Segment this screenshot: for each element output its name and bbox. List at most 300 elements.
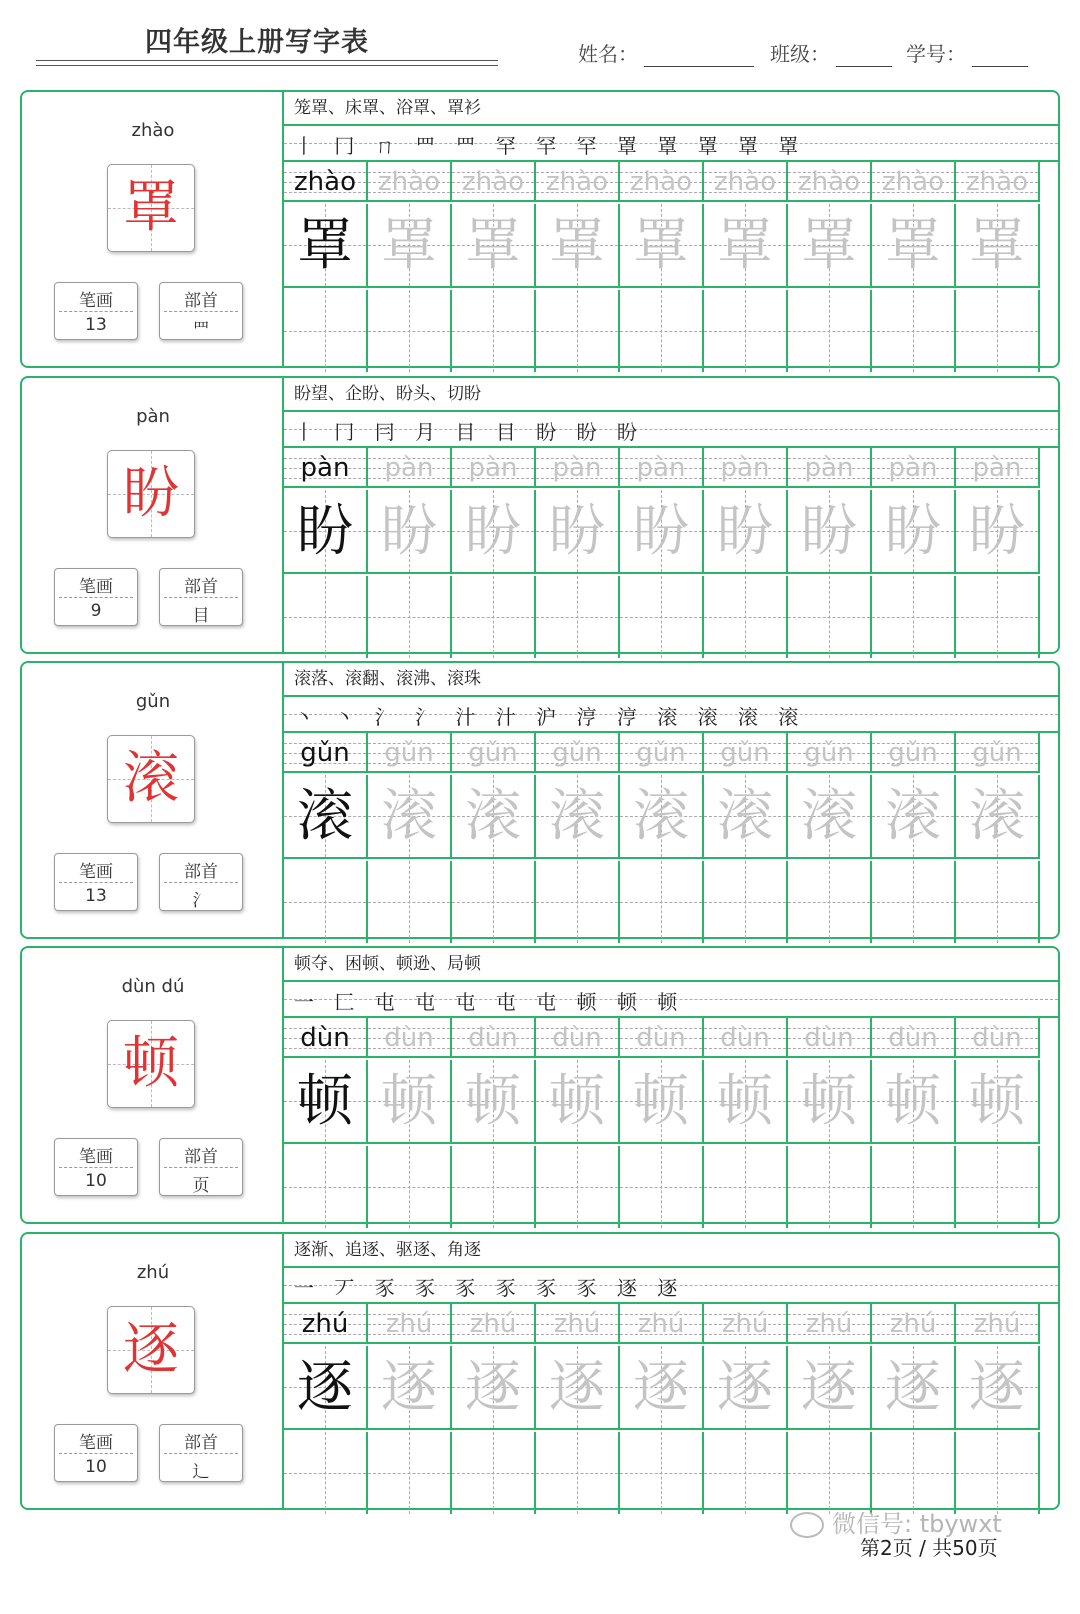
trace-char: 逐: [381, 1355, 437, 1420]
trace-char: 罩: [717, 213, 773, 278]
trace-char: 盼: [885, 499, 941, 564]
practice-area: [284, 92, 1058, 366]
pinyin-text: zhú: [889, 1309, 937, 1339]
page-number: 第2页 / 共50页: [860, 1536, 998, 1560]
pinyin-cell[interactable]: [452, 448, 536, 488]
pinyin-text: pàn: [468, 453, 518, 483]
radical-label: 部首: [184, 1433, 218, 1453]
pinyin-cell[interactable]: [956, 162, 1040, 202]
blank-cell[interactable]: [704, 576, 788, 658]
trace-char: 滚: [801, 784, 857, 849]
pinyin-cell[interactable]: [956, 448, 1040, 488]
name-label: 姓名：: [578, 42, 638, 66]
blank-cell[interactable]: [956, 290, 1040, 372]
pinyin-cell[interactable]: [788, 162, 872, 202]
trace-char: 逐: [465, 1355, 521, 1420]
blank-cell[interactable]: [452, 1146, 536, 1228]
blank-cell[interactable]: [452, 861, 536, 943]
trace-char: 逐: [969, 1355, 1025, 1420]
pinyin-cell[interactable]: [452, 162, 536, 202]
blank-cell[interactable]: [620, 290, 704, 372]
pinyin-cell[interactable]: [620, 162, 704, 202]
stroke-order-row: [284, 1268, 1058, 1304]
practice-grid: [284, 733, 1058, 937]
trace-char: 顿: [381, 1069, 437, 1134]
blank-cell[interactable]: [368, 1146, 452, 1228]
blank-cell[interactable]: [704, 1146, 788, 1228]
blank-cell[interactable]: [620, 1146, 704, 1228]
trace-char: 逐: [297, 1355, 353, 1420]
trace-cell[interactable]: [788, 490, 872, 574]
pinyin-cell[interactable]: [284, 448, 368, 488]
stroke-count-label: 笔画: [79, 1147, 113, 1167]
trace-cell[interactable]: [536, 204, 620, 288]
page-title: 四年级上册写字表: [145, 27, 369, 58]
stroke-order: 一 丆 豕 豕 豕 豕 豕 豕 逐 逐: [294, 1276, 685, 1300]
blank-cell[interactable]: [284, 861, 368, 943]
blank-cell[interactable]: [872, 861, 956, 943]
char-card: [107, 450, 195, 538]
title-underline: [36, 60, 498, 61]
pinyin-cell[interactable]: [452, 1018, 536, 1058]
pinyin-cell[interactable]: [284, 1018, 368, 1058]
pinyin-text: gǔn: [972, 738, 1022, 768]
radical-box: [159, 1424, 243, 1482]
name-blank[interactable]: [644, 44, 754, 67]
stroke-count-box: [54, 1424, 138, 1482]
id-field[interactable]: [906, 38, 1028, 67]
name-field[interactable]: [578, 38, 754, 67]
trace-cell[interactable]: [956, 1346, 1040, 1430]
trace-cell[interactable]: [872, 204, 956, 288]
char-glyph: 滚: [123, 746, 179, 811]
title-underline-2: [36, 65, 498, 66]
pinyin-cell[interactable]: [704, 1304, 788, 1344]
stroke-order-row: [284, 697, 1058, 733]
character-entry: [20, 90, 1060, 368]
class-field[interactable]: [770, 38, 892, 67]
trace-char: 逐: [885, 1355, 941, 1420]
pinyin-text: gǔn: [636, 738, 686, 768]
char-glyph: 逐: [123, 1317, 179, 1382]
pinyin-cell[interactable]: [956, 1304, 1040, 1344]
blank-cell[interactable]: [536, 1146, 620, 1228]
trace-cell[interactable]: [284, 775, 368, 859]
pinyin-cell[interactable]: [620, 448, 704, 488]
blank-cell[interactable]: [452, 290, 536, 372]
example-words: 盼望、企盼、盼头、切盼: [284, 378, 1058, 412]
stroke-order-row: [284, 982, 1058, 1018]
stroke-count-box: [54, 282, 138, 340]
pinyin-text: dùn: [720, 1023, 770, 1053]
pinyin-cell[interactable]: [872, 448, 956, 488]
trace-cell[interactable]: [284, 1346, 368, 1430]
trace-char: 滚: [549, 784, 605, 849]
char-summary: [22, 948, 284, 1222]
radical-box: [159, 282, 243, 340]
pinyin-text: pàn: [300, 453, 350, 483]
pinyin-cell[interactable]: [788, 1304, 872, 1344]
blank-cell[interactable]: [284, 1146, 368, 1228]
pinyin-text: dùn: [972, 1023, 1022, 1053]
trace-cell[interactable]: [536, 490, 620, 574]
trace-cell[interactable]: [452, 775, 536, 859]
trace-cell[interactable]: [620, 490, 704, 574]
trace-char: 滚: [297, 784, 353, 849]
trace-cell[interactable]: [872, 775, 956, 859]
pinyin-text: gǔn: [720, 738, 770, 768]
char-card: [107, 1306, 195, 1394]
pinyin-cell[interactable]: [620, 733, 704, 773]
pinyin-text: zhú: [721, 1309, 769, 1339]
blank-cell[interactable]: [368, 576, 452, 658]
trace-cell[interactable]: [284, 490, 368, 574]
radical-label: 部首: [184, 862, 218, 882]
pinyin-text: zhú: [973, 1309, 1021, 1339]
blank-cell[interactable]: [956, 1146, 1040, 1228]
trace-char: 滚: [633, 784, 689, 849]
pinyin-cell[interactable]: [536, 1304, 620, 1344]
pinyin-cell[interactable]: [872, 1304, 956, 1344]
example-words: 滚落、滚翻、滚沸、滚珠: [284, 663, 1058, 697]
trace-cell[interactable]: [620, 1060, 704, 1144]
pinyin-cell[interactable]: [536, 1018, 620, 1058]
example-words: 顿夺、困顿、顿逊、局顿: [284, 948, 1058, 982]
pinyin-cell[interactable]: [536, 162, 620, 202]
pinyin-text: zhú: [469, 1309, 517, 1339]
trace-cell[interactable]: [872, 490, 956, 574]
stroke-count-value: 10: [85, 1171, 107, 1191]
trace-char: 滚: [969, 784, 1025, 849]
stroke-count-label: 笔画: [79, 1433, 113, 1453]
stroke-count-box: [54, 1138, 138, 1196]
trace-cell[interactable]: [368, 1346, 452, 1430]
practice-area: [284, 948, 1058, 1222]
blank-cell[interactable]: [872, 290, 956, 372]
blank-cell[interactable]: [788, 1146, 872, 1228]
blank-cell[interactable]: [620, 861, 704, 943]
radical-value: 氵: [192, 891, 210, 911]
trace-cell[interactable]: [284, 1060, 368, 1144]
radical-label: 部首: [184, 1147, 218, 1167]
trace-char: 盼: [717, 499, 773, 564]
stroke-order: 一 匚 屯 屯 屯 屯 屯 顿 顿 顿: [294, 990, 685, 1014]
blank-cell[interactable]: [788, 1432, 872, 1514]
char-pinyin: pàn: [136, 406, 170, 427]
char-glyph: 顿: [123, 1031, 179, 1096]
blank-cell[interactable]: [536, 290, 620, 372]
pinyin-text: pàn: [972, 453, 1022, 483]
trace-char: 逐: [717, 1355, 773, 1420]
stroke-count-label: 笔画: [79, 291, 113, 311]
stroke-order: 丶 丶 氵 氵 汁 汁 沪 涥 涥 滚 滚 滚 滚: [294, 705, 806, 729]
pinyin-cell[interactable]: [368, 162, 452, 202]
blank-cell[interactable]: [956, 576, 1040, 658]
pinyin-text: dùn: [888, 1023, 938, 1053]
pinyin-cell[interactable]: [704, 733, 788, 773]
pinyin-cell[interactable]: [536, 733, 620, 773]
pinyin-text: gǔn: [384, 738, 434, 768]
pinyin-text: zhào: [798, 167, 860, 197]
pinyin-cell[interactable]: [620, 1304, 704, 1344]
blank-cell[interactable]: [452, 1432, 536, 1514]
pinyin-cell[interactable]: [872, 1018, 956, 1058]
trace-cell[interactable]: [956, 1060, 1040, 1144]
pinyin-text: dùn: [384, 1023, 434, 1053]
stroke-count-box: [54, 853, 138, 911]
id-label: 学号：: [906, 42, 966, 66]
trace-char: 顿: [801, 1069, 857, 1134]
practice-area: [284, 663, 1058, 937]
pinyin-cell[interactable]: [788, 733, 872, 773]
pinyin-text: pàn: [888, 453, 938, 483]
example-words: 笼罩、床罩、浴罩、罩衫: [284, 92, 1058, 126]
pinyin-cell[interactable]: [368, 1304, 452, 1344]
trace-cell[interactable]: [452, 1060, 536, 1144]
pinyin-text: gǔn: [888, 738, 938, 768]
trace-cell[interactable]: [956, 204, 1040, 288]
trace-cell[interactable]: [536, 1346, 620, 1430]
trace-char: 盼: [549, 499, 605, 564]
pinyin-cell[interactable]: [620, 1018, 704, 1058]
pinyin-cell[interactable]: [452, 1304, 536, 1344]
pinyin-text: pàn: [804, 453, 854, 483]
character-entry: [20, 1232, 1060, 1510]
trace-cell[interactable]: [956, 490, 1040, 574]
radical-box: [159, 1138, 243, 1196]
stroke-order: 丨 冂 冃 月 目 目 盼 盼 盼: [294, 420, 644, 444]
blank-cell[interactable]: [284, 1432, 368, 1514]
char-card: [107, 164, 195, 252]
radical-value: 罒: [192, 320, 210, 340]
pinyin-cell[interactable]: [284, 733, 368, 773]
blank-cell[interactable]: [872, 1146, 956, 1228]
blank-cell[interactable]: [536, 861, 620, 943]
radical-label: 部首: [184, 577, 218, 597]
char-summary: [22, 92, 284, 366]
practice-grid: [284, 162, 1058, 366]
character-entry: [20, 376, 1060, 654]
radical-value: 辶: [192, 1462, 210, 1482]
trace-cell[interactable]: [788, 1346, 872, 1430]
pinyin-cell[interactable]: [788, 448, 872, 488]
blank-cell[interactable]: [620, 1432, 704, 1514]
trace-char: 罩: [381, 213, 437, 278]
stroke-count-label: 笔画: [79, 577, 113, 597]
trace-cell[interactable]: [788, 775, 872, 859]
blank-cell[interactable]: [704, 1432, 788, 1514]
trace-char: 逐: [633, 1355, 689, 1420]
pinyin-text: dùn: [804, 1023, 854, 1053]
pinyin-text: zhú: [553, 1309, 601, 1339]
trace-cell[interactable]: [368, 1060, 452, 1144]
pinyin-cell[interactable]: [536, 448, 620, 488]
trace-cell[interactable]: [620, 204, 704, 288]
trace-char: 顿: [633, 1069, 689, 1134]
stroke-count-label: 笔画: [79, 862, 113, 882]
class-label: 班级：: [770, 42, 830, 66]
trace-char: 顿: [297, 1069, 353, 1134]
pinyin-text: dùn: [636, 1023, 686, 1053]
pinyin-text: pàn: [552, 453, 602, 483]
blank-cell[interactable]: [704, 290, 788, 372]
trace-char: 顿: [465, 1069, 521, 1134]
blank-cell[interactable]: [788, 290, 872, 372]
pinyin-text: zhú: [637, 1309, 685, 1339]
pinyin-text: zhú: [805, 1309, 853, 1339]
trace-char: 盼: [465, 499, 521, 564]
stroke-count-value: 9: [90, 601, 102, 621]
pinyin-text: gǔn: [552, 738, 602, 768]
radical-value: 页: [192, 1176, 210, 1196]
blank-cell[interactable]: [788, 576, 872, 658]
pinyin-cell[interactable]: [284, 162, 368, 202]
pinyin-text: zhào: [882, 167, 944, 197]
blank-cell[interactable]: [536, 1432, 620, 1514]
trace-char: 罩: [969, 213, 1025, 278]
trace-cell[interactable]: [872, 1060, 956, 1144]
trace-cell[interactable]: [872, 1346, 956, 1430]
trace-cell[interactable]: [704, 1346, 788, 1430]
id-blank[interactable]: [972, 44, 1028, 67]
blank-cell[interactable]: [872, 1432, 956, 1514]
practice-grid: [284, 448, 1058, 652]
pinyin-cell[interactable]: [368, 1018, 452, 1058]
trace-char: 顿: [969, 1069, 1025, 1134]
trace-cell[interactable]: [368, 490, 452, 574]
pinyin-cell[interactable]: [368, 733, 452, 773]
pinyin-cell[interactable]: [284, 1304, 368, 1344]
pinyin-cell[interactable]: [872, 733, 956, 773]
trace-char: 滚: [885, 784, 941, 849]
pinyin-text: zhào: [630, 167, 692, 197]
blank-cell[interactable]: [872, 576, 956, 658]
pinyin-text: zhú: [301, 1309, 349, 1339]
pinyin-text: dùn: [552, 1023, 602, 1053]
trace-cell[interactable]: [788, 1060, 872, 1144]
trace-cell[interactable]: [704, 490, 788, 574]
trace-char: 滚: [465, 784, 521, 849]
char-pinyin: zhào: [131, 120, 175, 141]
pinyin-text: pàn: [636, 453, 686, 483]
pinyin-cell[interactable]: [956, 733, 1040, 773]
blank-cell[interactable]: [956, 1432, 1040, 1514]
pinyin-text: gǔn: [300, 738, 350, 768]
trace-cell[interactable]: [368, 204, 452, 288]
watermark-text: 微信号: tbywxt: [832, 1510, 1002, 1538]
pinyin-cell[interactable]: [956, 1018, 1040, 1058]
practice-area: [284, 1234, 1058, 1508]
blank-cell[interactable]: [704, 861, 788, 943]
pinyin-text: pàn: [384, 453, 434, 483]
trace-cell[interactable]: [704, 204, 788, 288]
radical-box: [159, 853, 243, 911]
trace-char: 罩: [885, 213, 941, 278]
stroke-order: 丨 冂 ㄇ 罒 罒 罕 罕 罕 罩 罩 罩 罩 罩: [294, 134, 806, 158]
trace-cell[interactable]: [452, 1346, 536, 1430]
stroke-count-value: 13: [85, 315, 107, 335]
trace-cell[interactable]: [452, 490, 536, 574]
trace-cell[interactable]: [620, 775, 704, 859]
char-glyph: 盼: [123, 461, 179, 526]
pinyin-cell[interactable]: [704, 448, 788, 488]
wechat-icon: [790, 1512, 824, 1538]
pinyin-text: zhào: [966, 167, 1028, 197]
trace-char: 盼: [969, 499, 1025, 564]
pinyin-text: gǔn: [468, 738, 518, 768]
trace-cell[interactable]: [452, 204, 536, 288]
blank-cell[interactable]: [956, 861, 1040, 943]
trace-cell[interactable]: [704, 775, 788, 859]
pinyin-text: zhào: [294, 167, 356, 197]
pinyin-text: dùn: [468, 1023, 518, 1053]
trace-cell[interactable]: [284, 204, 368, 288]
trace-char: 滚: [717, 784, 773, 849]
trace-char: 罩: [801, 213, 857, 278]
trace-char: 罩: [633, 213, 689, 278]
pinyin-cell[interactable]: [368, 448, 452, 488]
blank-cell[interactable]: [536, 576, 620, 658]
pinyin-cell[interactable]: [704, 1018, 788, 1058]
char-card: [107, 735, 195, 823]
radical-value: 目: [192, 606, 210, 626]
pinyin-text: zhào: [462, 167, 524, 197]
pinyin-cell[interactable]: [872, 162, 956, 202]
trace-cell[interactable]: [536, 775, 620, 859]
blank-cell[interactable]: [368, 861, 452, 943]
char-summary: [22, 378, 284, 652]
trace-char: 盼: [633, 499, 689, 564]
pinyin-cell[interactable]: [452, 733, 536, 773]
stroke-count-value: 10: [85, 1457, 107, 1477]
trace-char: 罩: [297, 213, 353, 278]
practice-area: [284, 378, 1058, 652]
trace-cell[interactable]: [620, 1346, 704, 1430]
trace-cell[interactable]: [788, 204, 872, 288]
trace-cell[interactable]: [536, 1060, 620, 1144]
class-blank[interactable]: [836, 44, 892, 67]
pinyin-text: pàn: [720, 453, 770, 483]
practice-grid: [284, 1304, 1058, 1508]
radical-box: [159, 568, 243, 626]
stroke-count-box: [54, 568, 138, 626]
blank-cell[interactable]: [368, 1432, 452, 1514]
pinyin-text: zhào: [546, 167, 608, 197]
radical-label: 部首: [184, 291, 218, 311]
trace-cell[interactable]: [704, 1060, 788, 1144]
pinyin-cell[interactable]: [704, 162, 788, 202]
char-summary: [22, 1234, 284, 1508]
blank-cell[interactable]: [452, 576, 536, 658]
blank-cell[interactable]: [284, 290, 368, 372]
trace-char: 顿: [717, 1069, 773, 1134]
blank-cell[interactable]: [368, 290, 452, 372]
stroke-count-value: 13: [85, 886, 107, 906]
blank-cell[interactable]: [620, 576, 704, 658]
trace-char: 盼: [297, 499, 353, 564]
trace-char: 滚: [381, 784, 437, 849]
trace-char: 逐: [549, 1355, 605, 1420]
pinyin-cell[interactable]: [788, 1018, 872, 1058]
trace-cell[interactable]: [368, 775, 452, 859]
char-summary: [22, 663, 284, 937]
character-entry: [20, 946, 1060, 1224]
character-entry: [20, 661, 1060, 939]
trace-cell[interactable]: [956, 775, 1040, 859]
blank-cell[interactable]: [284, 576, 368, 658]
trace-char: 顿: [549, 1069, 605, 1134]
blank-cell[interactable]: [788, 861, 872, 943]
